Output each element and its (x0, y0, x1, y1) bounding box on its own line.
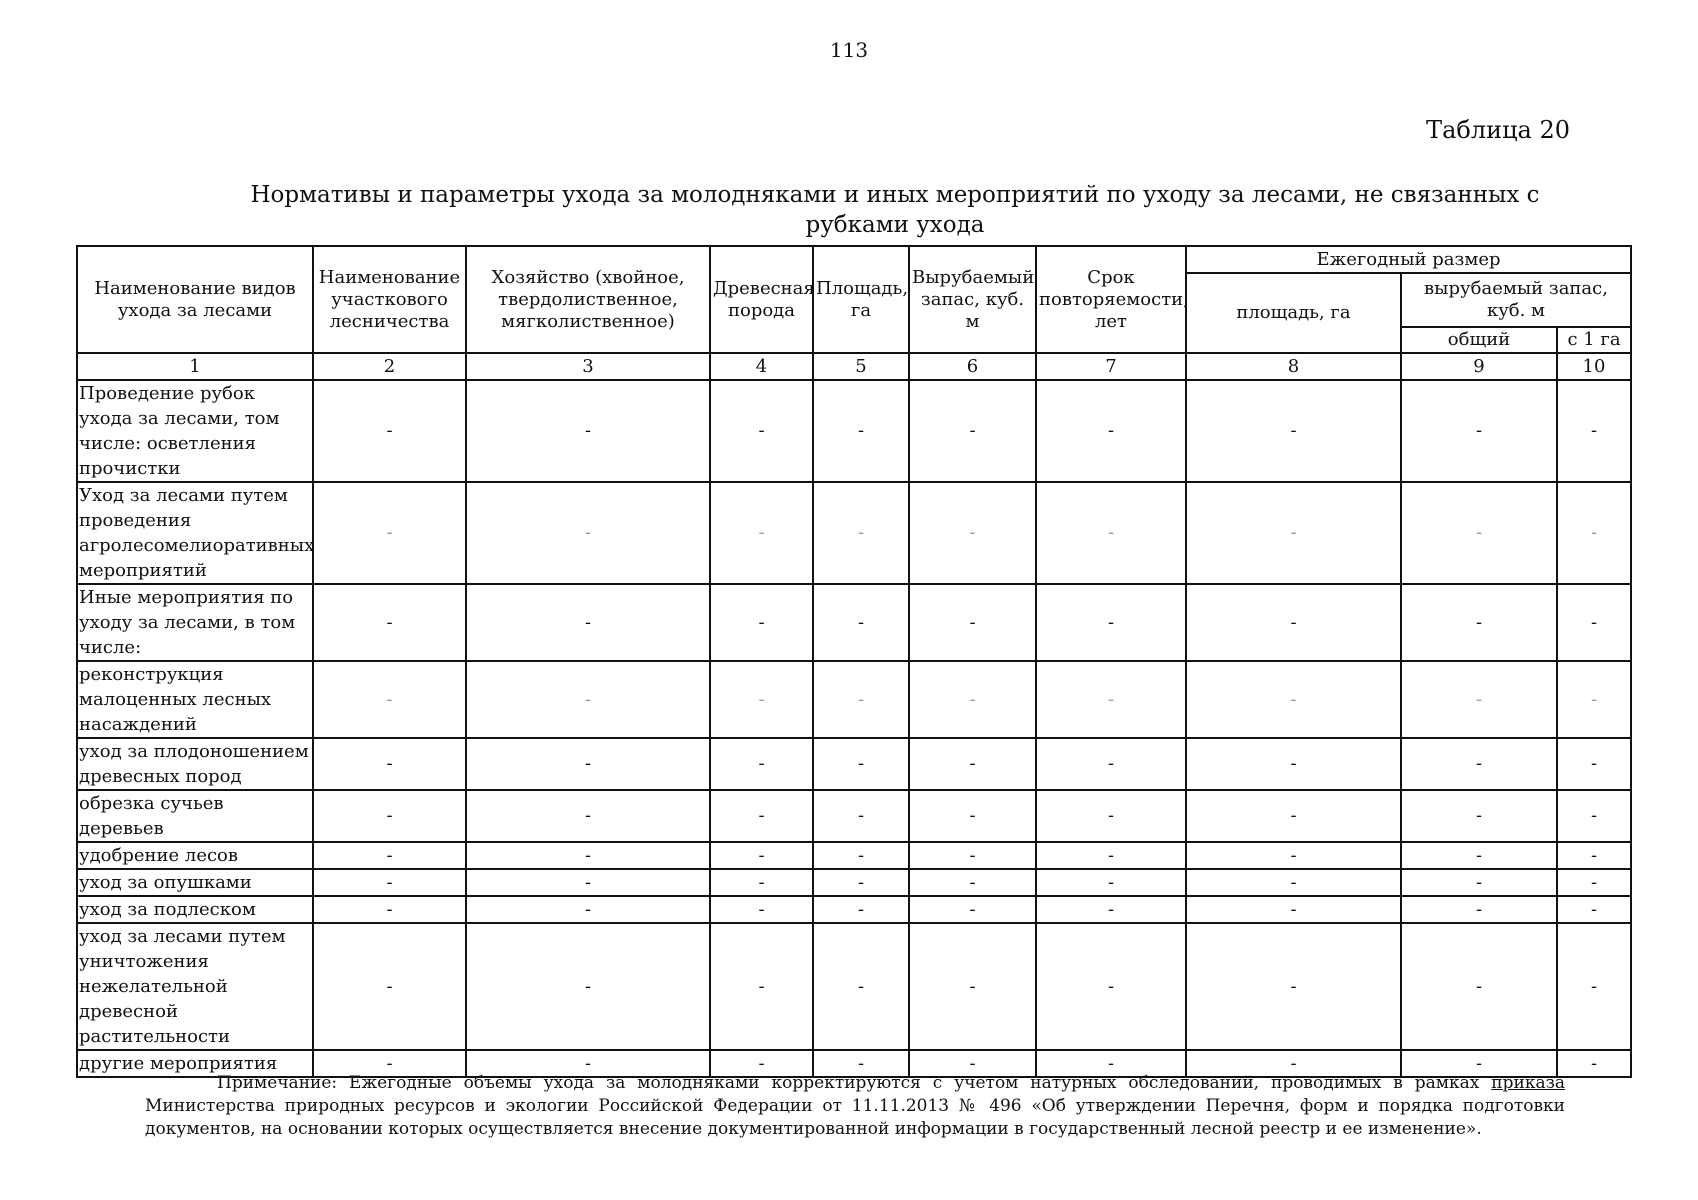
row-value: - (1401, 790, 1557, 842)
row-value: - (1557, 661, 1631, 738)
row-value: - (813, 1050, 909, 1077)
row-value: - (1557, 869, 1631, 896)
row-value: - (1557, 842, 1631, 869)
row-value: - (466, 661, 710, 738)
row-value: - (710, 584, 813, 661)
row-value: - (909, 790, 1036, 842)
row-value: - (313, 1050, 466, 1077)
header-col-3: Хозяйство (хвойное, твердолиственное, мягколиственное) (466, 246, 710, 353)
row-value: - (313, 738, 466, 790)
header-col-1: Наименование видов ухода за лесами (77, 246, 313, 353)
header-col-6: Вырубаемый запас, куб. м (909, 246, 1036, 353)
row-value: - (1401, 380, 1557, 482)
header-col-9: общий (1401, 327, 1557, 353)
column-number: 8 (1186, 353, 1401, 380)
row-name: обрезка сучьев деревьев (77, 790, 313, 842)
row-value: - (813, 790, 909, 842)
row-value: - (313, 869, 466, 896)
row-value: - (466, 1050, 710, 1077)
header-subgroup-volume: вырубаемый запас, куб. м (1401, 273, 1631, 327)
header-col-7: Срок повторяемости, лет (1036, 246, 1186, 353)
row-value: - (1036, 482, 1186, 584)
row-value: - (1186, 896, 1401, 923)
column-number: 9 (1401, 353, 1557, 380)
row-value: - (313, 923, 466, 1050)
row-value: - (1036, 380, 1186, 482)
row-value: - (1557, 1050, 1631, 1077)
row-value: - (813, 584, 909, 661)
row-value: - (813, 661, 909, 738)
row-value: - (466, 380, 710, 482)
row-value: - (710, 869, 813, 896)
row-value: - (710, 1050, 813, 1077)
table-row (77, 923, 1631, 1050)
row-value: - (1401, 584, 1557, 661)
order-link[interactable]: приказа (1491, 1073, 1565, 1093)
column-number: 4 (710, 353, 813, 380)
row-value: - (1036, 896, 1186, 923)
row-value: - (313, 790, 466, 842)
norms-table (76, 245, 1632, 1078)
row-value: - (466, 584, 710, 661)
row-name: уход за лесами путем уничтожения нежелательной древесной растительности (77, 923, 313, 1050)
row-value: - (1036, 790, 1186, 842)
row-value: - (313, 584, 466, 661)
row-value: - (813, 896, 909, 923)
row-value: - (313, 482, 466, 584)
row-value: - (466, 923, 710, 1050)
table-row (77, 584, 1631, 661)
row-value: - (909, 482, 1036, 584)
row-value: - (1186, 482, 1401, 584)
table-body (77, 353, 1631, 1077)
row-value: - (1036, 1050, 1186, 1077)
row-value: - (1036, 923, 1186, 1050)
row-value: - (710, 380, 813, 482)
row-name: Проведение рубок ухода за лесами, том числе: осветления прочистки (77, 380, 313, 482)
table-row (77, 738, 1631, 790)
row-value: - (710, 661, 813, 738)
column-number-row (77, 353, 1631, 380)
row-value: - (1557, 738, 1631, 790)
row-value: - (466, 790, 710, 842)
row-value: - (466, 896, 710, 923)
row-value: - (1036, 584, 1186, 661)
row-name: другие мероприятия (77, 1050, 313, 1077)
header-col-8: площадь, га (1186, 273, 1401, 353)
column-number: 3 (466, 353, 710, 380)
row-value: - (1557, 896, 1631, 923)
row-value: - (466, 738, 710, 790)
row-value: - (1557, 923, 1631, 1050)
row-value: - (1401, 738, 1557, 790)
page-number: 113 (829, 38, 869, 62)
row-value: - (909, 923, 1036, 1050)
row-value: - (813, 380, 909, 482)
row-value: - (313, 842, 466, 869)
row-value: - (1186, 790, 1401, 842)
row-value: - (909, 738, 1036, 790)
row-value: - (710, 896, 813, 923)
row-value: - (813, 842, 909, 869)
row-value: - (1557, 790, 1631, 842)
row-name: реконструкция малоценных лесных насаждений (77, 661, 313, 738)
row-value: - (1186, 584, 1401, 661)
row-value: - (1036, 869, 1186, 896)
row-value: - (1401, 842, 1557, 869)
footnote-text-end: Министерства природных ресурсов и экологии Российской Федерации от 11.11.2013 № 496 «Об утверждении Перечня, форм и порядка подготовки документов, на основании которых осуществляется внесение документированной информации в государственный лесной реестр и ее изменение». (145, 1096, 1565, 1139)
row-value: - (813, 869, 909, 896)
footnote (145, 1072, 1565, 1141)
row-value: - (710, 738, 813, 790)
column-number: 2 (313, 353, 466, 380)
row-value: - (909, 661, 1036, 738)
column-number: 1 (77, 353, 313, 380)
table-title: Нормативы и параметры ухода за молодняками и иных мероприятий по уходу за лесами, не связанных с рубками ухода (250, 182, 1540, 238)
header-col-4: Древесная порода (710, 246, 813, 353)
row-name: уход за опушками (77, 869, 313, 896)
row-value: - (1401, 923, 1557, 1050)
row-value: - (909, 869, 1036, 896)
row-name: уход за подлеском (77, 896, 313, 923)
row-name: Иные мероприятия по уходу за лесами, в том числе: (77, 584, 313, 661)
header-col-5: Площадь, га (813, 246, 909, 353)
row-value: - (813, 482, 909, 584)
header-group-annual: Ежегодный размер (1186, 246, 1631, 273)
table-label: Таблица 20 (1426, 116, 1570, 144)
column-number: 7 (1036, 353, 1186, 380)
column-number: 10 (1557, 353, 1631, 380)
row-value: - (313, 896, 466, 923)
table-row (77, 380, 1631, 482)
row-value: - (813, 923, 909, 1050)
row-value: - (466, 869, 710, 896)
row-value: - (1557, 380, 1631, 482)
row-value: - (1186, 380, 1401, 482)
row-name: Уход за лесами путем проведения агролесомелиоративных мероприятий (77, 482, 313, 584)
row-name: уход за плодоношением древесных пород (77, 738, 313, 790)
row-value: - (909, 842, 1036, 869)
row-value: - (466, 842, 710, 869)
row-value: - (313, 380, 466, 482)
table-row (77, 842, 1631, 869)
row-name: удобрение лесов (77, 842, 313, 869)
row-value: - (909, 896, 1036, 923)
column-number: 6 (909, 353, 1036, 380)
row-value: - (1186, 738, 1401, 790)
row-value: - (313, 661, 466, 738)
row-value: - (1036, 842, 1186, 869)
row-value: - (909, 380, 1036, 482)
footnote-text-start: Примечание: Ежегодные объемы ухода за молодняками корректируются с учетом натурных обследований, проводимых в рамках (217, 1073, 1492, 1093)
header-col-10: с 1 га (1557, 327, 1631, 353)
row-value: - (1186, 869, 1401, 896)
row-value: - (1401, 896, 1557, 923)
row-value: - (813, 738, 909, 790)
row-value: - (1186, 1050, 1401, 1077)
row-value: - (909, 1050, 1036, 1077)
header-col-2: Наименование участкового лесничества (313, 246, 466, 353)
row-value: - (710, 923, 813, 1050)
row-value: - (1186, 842, 1401, 869)
row-value: - (1401, 1050, 1557, 1077)
row-value: - (1557, 584, 1631, 661)
row-value: - (1036, 738, 1186, 790)
row-value: - (1036, 661, 1186, 738)
table-row (77, 790, 1631, 842)
row-value: - (1186, 923, 1401, 1050)
row-value: - (466, 482, 710, 584)
row-value: - (1401, 869, 1557, 896)
table-row (77, 896, 1631, 923)
table-row (77, 661, 1631, 738)
row-value: - (1557, 482, 1631, 584)
row-value: - (1401, 482, 1557, 584)
row-value: - (1186, 661, 1401, 738)
row-value: - (710, 842, 813, 869)
row-value: - (909, 584, 1036, 661)
row-value: - (710, 482, 813, 584)
table-row (77, 869, 1631, 896)
row-value: - (710, 790, 813, 842)
row-value: - (1401, 661, 1557, 738)
table-row (77, 482, 1631, 584)
column-number: 5 (813, 353, 909, 380)
